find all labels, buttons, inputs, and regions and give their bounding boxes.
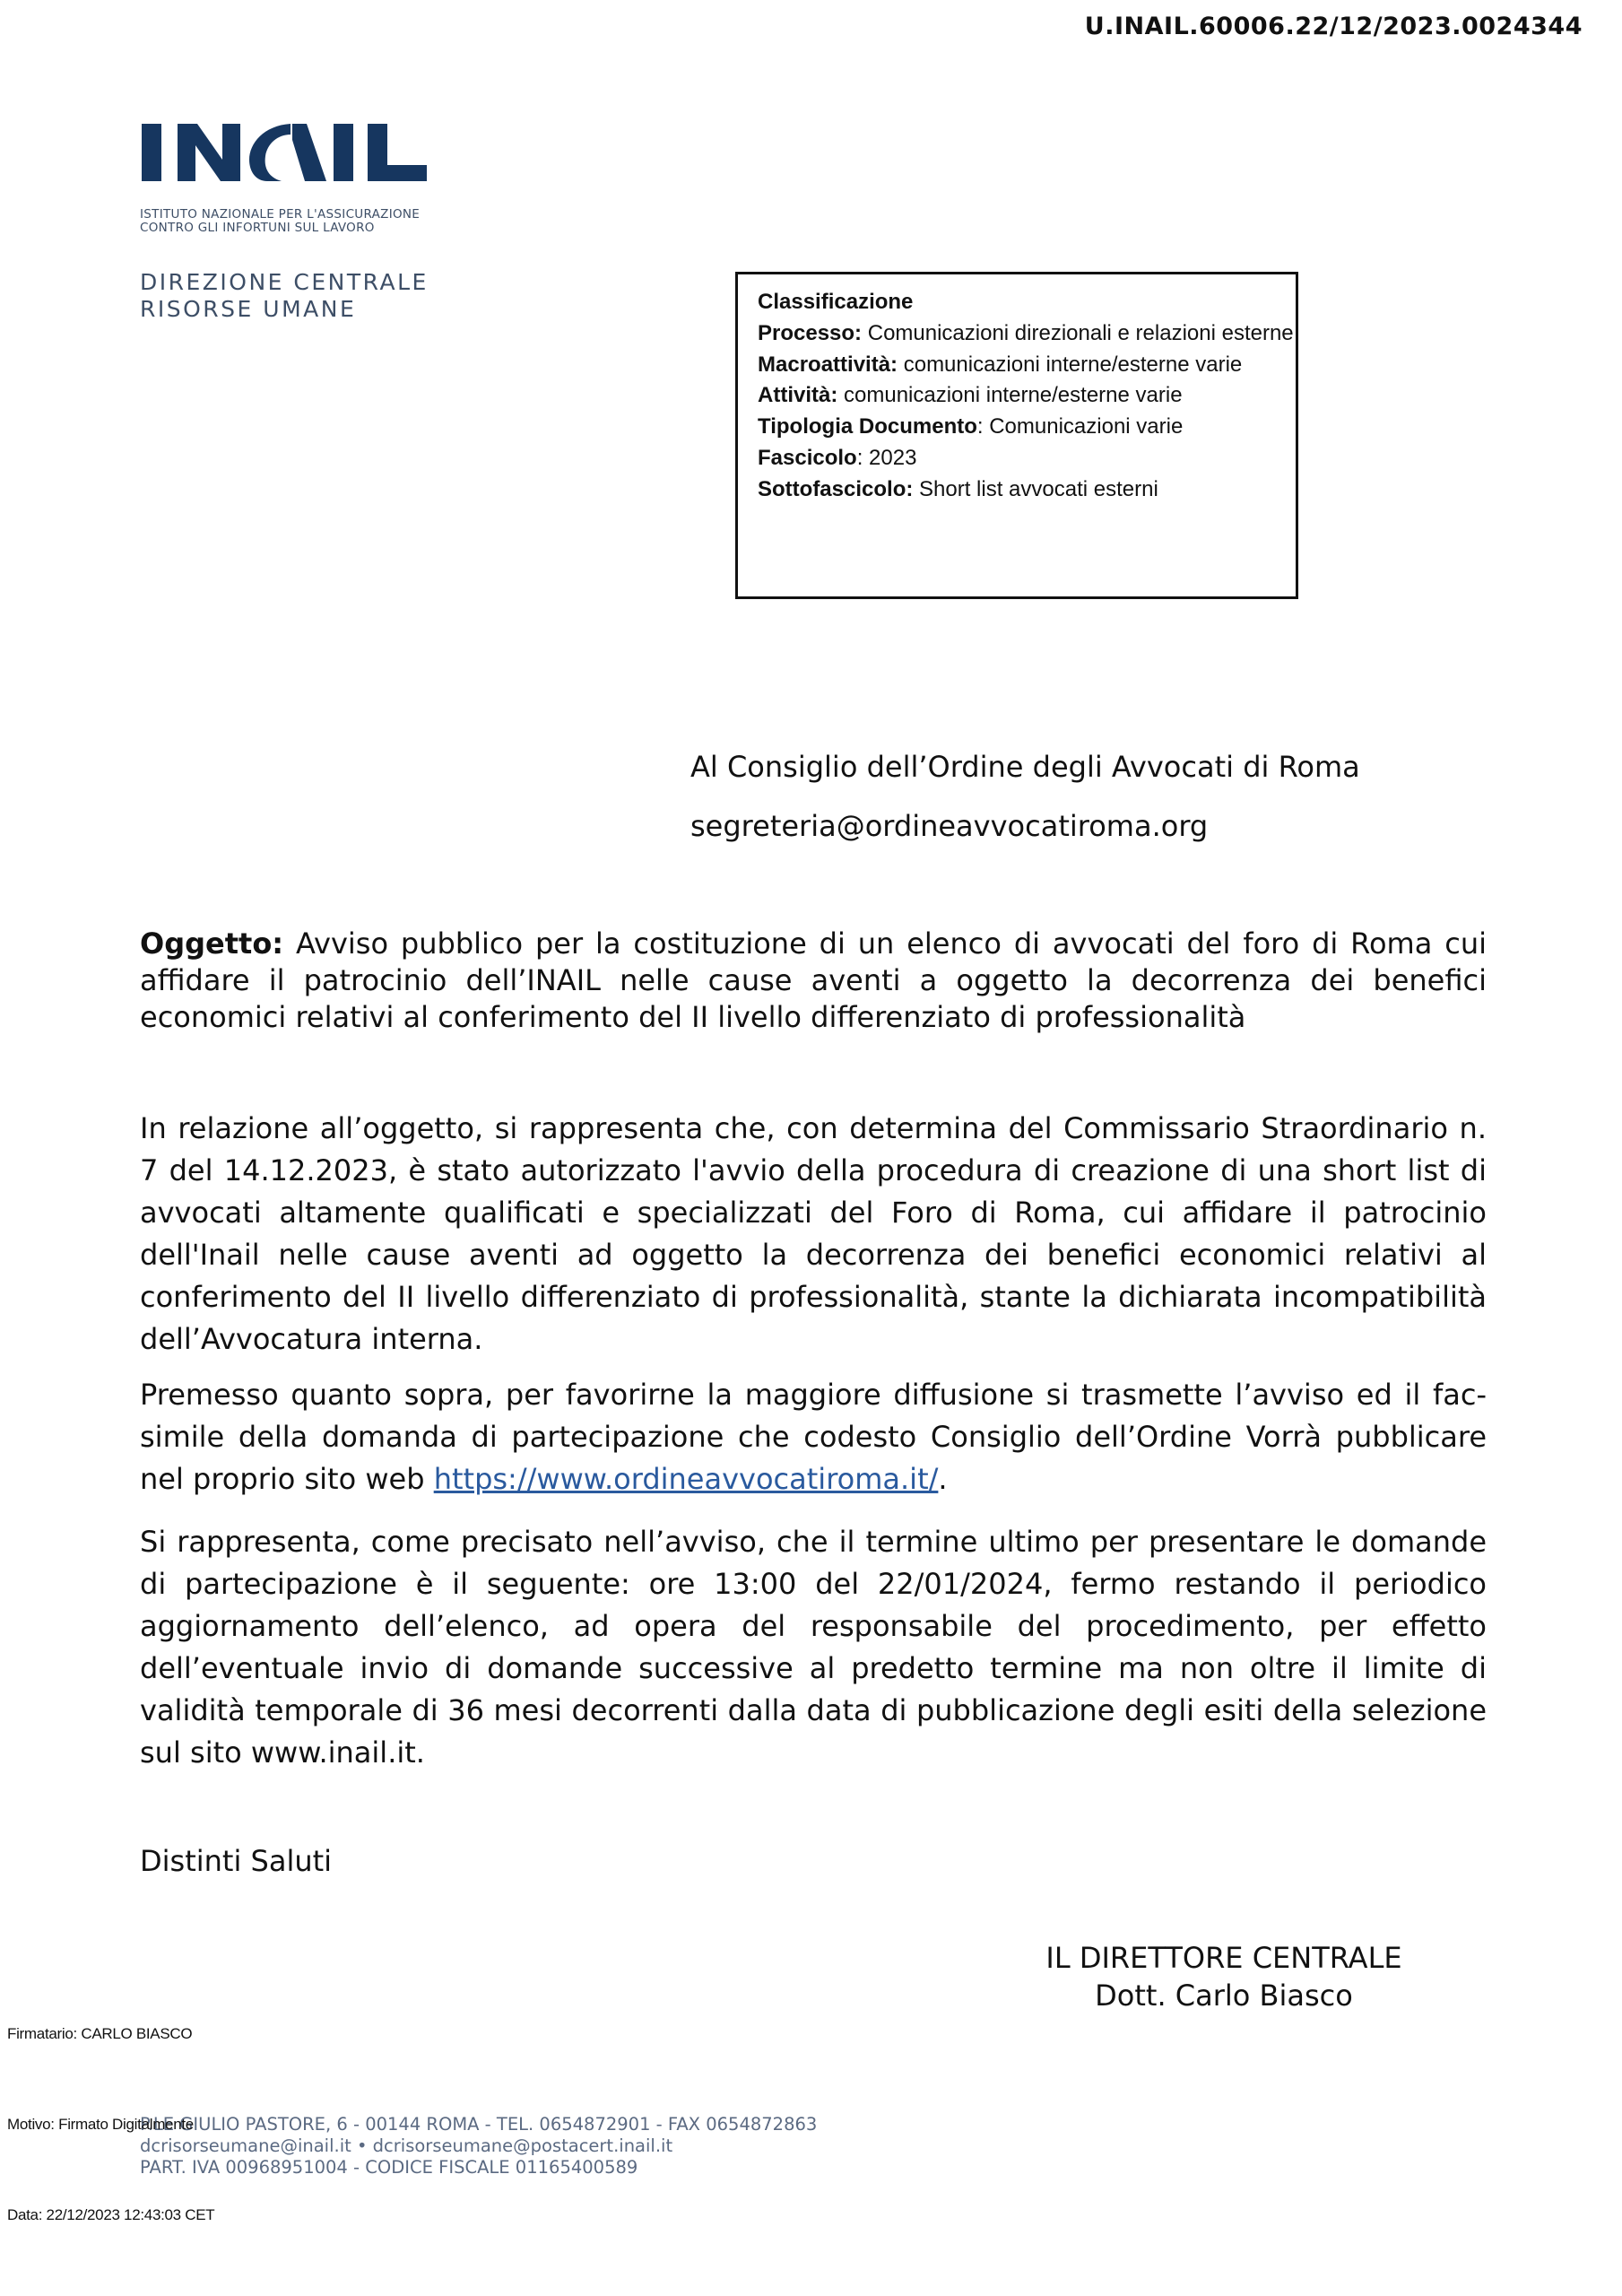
classification-box — [735, 272, 1298, 599]
signature-title: IL DIRETTORE CENTRALE — [1045, 1941, 1402, 1975]
classification-row: Sottofascicolo: Short list avvocati esterni — [758, 476, 1158, 501]
logo-subtitle — [140, 208, 420, 235]
footer-tax: PART. IVA 00968951004 - CODICE FISCALE 01165400589 — [140, 2157, 638, 2178]
inail-logo — [140, 122, 430, 188]
subject — [140, 926, 1487, 1036]
inail-logo-mark — [140, 122, 430, 185]
logo-subtitle-line: ISTITUTO NAZIONALE PER L'ASSICURAZIONE — [140, 207, 421, 222]
footer-address: P.LE GIULIO PASTORE, 6 - 00144 ROMA - TEL. 0654872901 - FAX 0654872863 — [140, 2114, 818, 2135]
classification-row: Attività: comunicazioni interne/esterne varie — [758, 383, 1183, 408]
classification-title: Classificazione — [758, 290, 914, 314]
classification-row: Processo: Comunicazioni direzionali e relazioni esterne — [758, 320, 1294, 345]
digital-signer: Firmatario: CARLO BIASCO — [7, 2025, 193, 2042]
recipient-email: segreteria@ordineavvocatiroma.org — [690, 809, 1209, 843]
department-name — [140, 269, 429, 323]
website-link[interactable]: https://www.ordineavvocatiroma.it/ — [433, 1462, 939, 1496]
letterhead-footer — [140, 2114, 817, 2179]
closing-salutation: Distinti Saluti — [140, 1844, 333, 1878]
footer-emails: dcrisorseumane@inail.it • dcrisorseumane@postacert.inail.it — [140, 2135, 673, 2156]
subject-text: Avviso pubblico per la costituzione di un elenco di avvocati del foro di Roma cui affidare il patrocinio dell’INAIL nelle cause aventi a oggetto la decorrenza dei benefici economici relativi al conferimento del II livello differenziato di professionalità — [140, 926, 1487, 1034]
recipient-block — [690, 737, 1360, 856]
digital-signature-reason: Motivo: Firmato Digitalmente — [7, 2116, 194, 2133]
classification-row: Macroattività: comunicazioni interne/esterne varie — [758, 352, 1243, 377]
department-line: RISORSE UMANE — [140, 296, 357, 322]
paragraph-diffusion: Premesso quanto sopra, per favorirne la maggiore diffusione si trasmette l’avviso ed il fac-simile della domanda di partecipazione che codesto Consiglio dell’Ordine Vorrà pubblicare nel proprio sito web https://www.ordineavvocatiroma.it/. — [140, 1378, 1487, 1496]
digital-signature-date: Data: 22/12/2023 12:43:03 CET — [7, 2206, 215, 2223]
signature-name: Dott. Carlo Biasco — [1095, 1979, 1353, 2013]
logo-subtitle-line: CONTRO GLI INFORTUNI SUL LAVORO — [140, 221, 375, 235]
classification-row: Tipologia Documento: Comunicazioni varie — [758, 414, 1184, 439]
protocol-number: U.INAIL.60006.22/12/2023.0024344 — [1084, 13, 1583, 40]
paragraph-authorization: In relazione all’oggetto, si rappresenta che, con determina del Commissario Straordinario n. 7 del 14.12.2023, è stato autorizzato l'avvio della procedura di creazione di una short list di avvocati altamente qualificati e specializzati del Foro di Roma, cui affidare il patrocinio dell'Inail nelle cause aventi ad oggetto la decorrenza dei benefici economici relativi al conferimento del II livello differenziato di professionalità, stante la dichiarata incompatibilità dell’Avvocatura interna. — [140, 1111, 1487, 1356]
recipient-name: Al Consiglio dell’Ordine degli Avvocati di Roma — [690, 750, 1360, 784]
classification-row: Fascicolo: 2023 — [758, 445, 917, 470]
subject-label: Oggetto: — [140, 926, 284, 961]
paragraph-deadline: Si rappresenta, come precisato nell’avviso, che il termine ultimo per presentare le domande di partecipazione è il seguente: ore 13:00 del 22/01/2024, fermo restando il periodico aggiornamento dell’elenco, ad opera del responsabile del procedimento, per effetto dell’eventuale invio di domande successive al predetto termine ma non oltre il limite di validità temporale di 36 mesi decorrenti dalla data di pubblicazione degli esiti della selezione sul sito www.inail.it. — [140, 1525, 1487, 1770]
signature-block — [1031, 1939, 1417, 2014]
department-line: DIREZIONE CENTRALE — [140, 269, 429, 295]
